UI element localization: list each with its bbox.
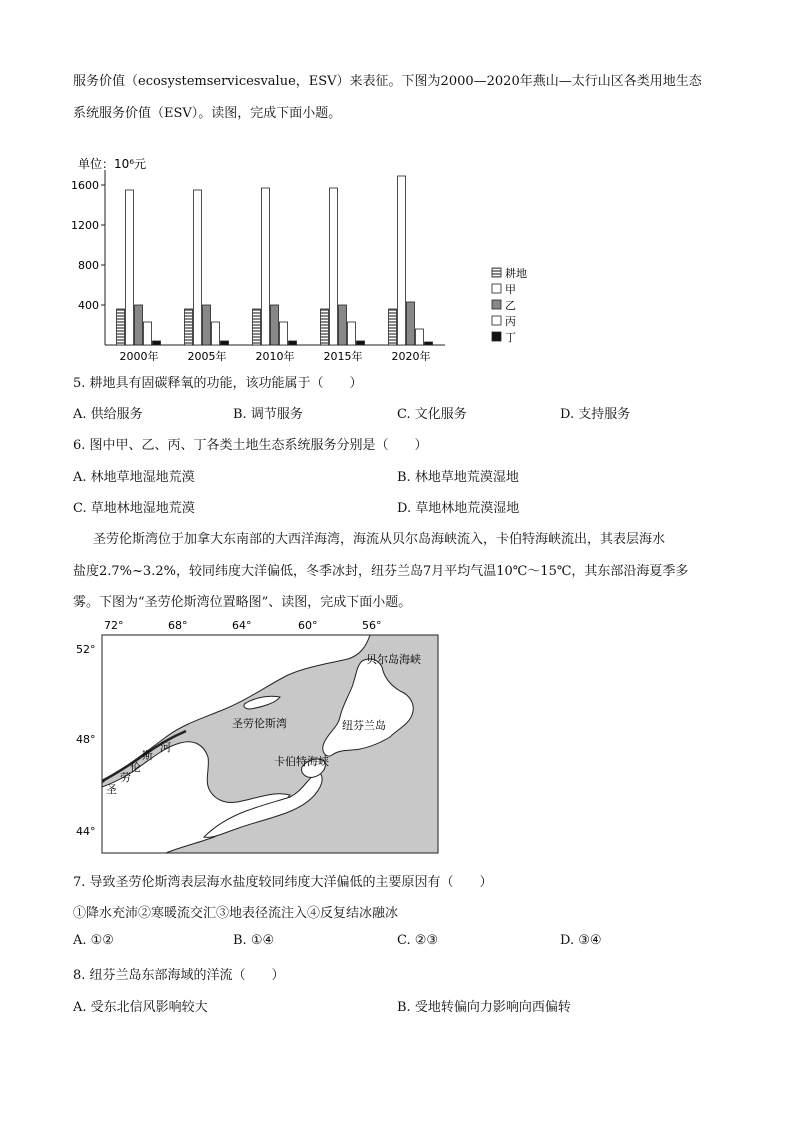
legend-swatch: [492, 268, 501, 277]
q8-stem: 8. 纽芬兰岛东部海域的洋流（ ）: [73, 968, 285, 983]
x-tick-label: 2000年: [119, 350, 159, 363]
x-tick-label: 2005年: [187, 350, 227, 363]
y-tick-label: 1600: [71, 179, 99, 192]
lon-label: 72°: [104, 619, 124, 632]
lat-label: 44°: [76, 825, 96, 838]
q6-option-d[interactable]: D. 草地林地荒漠湿地: [397, 501, 520, 516]
passage-line-1: 圣劳伦斯湾位于加拿大东南部的大西洋海湾，海流从贝尔岛海峡流入，卡伯特海峡流出，其表层海水: [93, 532, 666, 547]
esv-bar-chart: [70, 150, 540, 370]
bar: [262, 188, 270, 345]
legend-swatch: [492, 316, 501, 325]
bar: [153, 341, 161, 345]
bar: [212, 322, 220, 345]
river-label: 斯: [142, 749, 153, 762]
q5-option-a[interactable]: A. 供给服务: [73, 407, 143, 422]
q5-option-d[interactable]: D. 支持服务: [560, 407, 631, 422]
q6-option-c[interactable]: C. 草地林地湿地荒漠: [73, 501, 195, 516]
bar: [144, 322, 152, 345]
y-tick-label: 1200: [71, 219, 99, 232]
q8-option-b[interactable]: B. 受地转偏向力影响向西偏转: [397, 1000, 571, 1015]
q5-stem: 5. 耕地具有固碳释氧的功能，该功能属于（ ）: [73, 376, 363, 391]
bar: [280, 322, 288, 345]
q6-option-a[interactable]: A. 林地草地湿地荒漠: [73, 470, 195, 485]
lon-label: 68°: [168, 619, 188, 632]
legend-swatch: [492, 284, 501, 293]
bar: [416, 329, 424, 345]
lon-label: 64°: [232, 619, 252, 632]
q6-option-b[interactable]: B. 林地草地荒漠湿地: [397, 470, 519, 485]
legend-label: 丙: [505, 315, 516, 328]
x-tick-label: 2015年: [323, 350, 363, 363]
river-label: 伦: [130, 761, 141, 774]
bar: [271, 305, 279, 345]
bar: [221, 341, 229, 345]
x-tick-label: 2020年: [391, 350, 431, 363]
bar: [203, 305, 211, 345]
legend-swatch: [492, 332, 501, 341]
river-label: 圣: [106, 783, 117, 796]
bar: [321, 309, 329, 345]
q6-stem: 6. 图中甲、乙、丙、丁各类土地生态系统服务分别是（ ）: [73, 438, 428, 453]
lon-label: 60°: [298, 619, 318, 632]
legend-label: 甲: [505, 283, 516, 296]
legend-label: 耕地: [505, 267, 527, 280]
bar: [194, 190, 202, 345]
q8-option-a[interactable]: A. 受东北信风影响较大: [73, 1000, 208, 1015]
lon-label: 56°: [362, 619, 382, 632]
bar: [357, 341, 365, 345]
q7-option-d[interactable]: D. ③④: [560, 933, 602, 948]
river-label: 河: [160, 741, 171, 754]
legend-label: 乙: [505, 299, 516, 312]
bar: [398, 176, 406, 345]
bar: [425, 342, 433, 345]
legend-swatch: [492, 300, 501, 309]
st-lawrence-map: [70, 615, 450, 860]
gulf-label: 圣劳伦斯湾: [232, 717, 287, 730]
belle-isle-strait-label: 贝尔岛海峡: [366, 653, 421, 666]
q5-option-b[interactable]: B. 调节服务: [233, 407, 303, 422]
y-tick-label: 400: [78, 299, 99, 312]
q7-stem: 7. 导致圣劳伦斯湾表层海水盐度较同纬度大洋偏低的主要原因有（ ）: [73, 875, 493, 890]
bar: [339, 305, 347, 345]
lat-label: 48°: [76, 733, 96, 746]
x-tick-label: 2010年: [255, 350, 295, 363]
intro-line-1: 服务价值（ecosystemservicesvalue，ESV）来表征。下图为2000—2020年燕山—太行山区各类用地生态: [73, 74, 702, 89]
q7-option-c[interactable]: C. ②③: [397, 933, 439, 948]
bar: [253, 309, 261, 345]
bar: [330, 188, 338, 345]
bar: [185, 309, 193, 345]
river-label: 劳: [120, 771, 131, 784]
q5-option-c[interactable]: C. 文化服务: [397, 407, 467, 422]
bar: [348, 322, 356, 345]
y-tick-label: 800: [78, 259, 99, 272]
passage-line-3: 雾。下图为“圣劳伦斯湾位置略图”、读图，完成下面小题。: [73, 595, 412, 610]
q7-items: ①降水充沛②寒暖流交汇③地表径流注入④反复结冰融冰: [73, 906, 399, 921]
bar: [117, 309, 125, 345]
chart-unit-label: 单位：10⁶元: [78, 157, 147, 171]
bar: [126, 190, 134, 345]
cabot-strait-label: 卡伯特海峡: [274, 755, 329, 768]
bar: [289, 341, 297, 345]
intro-line-2: 系统服务价值（ESV）。读图，完成下面小题。: [73, 106, 342, 121]
bar: [407, 302, 415, 345]
bar: [135, 305, 143, 345]
legend-label: 丁: [505, 331, 516, 344]
bar: [389, 309, 397, 345]
lat-label: 52°: [76, 643, 96, 656]
passage-line-2: 盐度2.7%~3.2%，较同纬度大洋偏低，冬季冰封，纽芬兰岛7月平均气温10℃～15℃，其东部沿海夏季多: [73, 564, 689, 579]
q7-option-a[interactable]: A. ①②: [73, 933, 114, 948]
newfoundland-label: 纽芬兰岛: [342, 719, 386, 732]
q7-option-b[interactable]: B. ①④: [233, 933, 275, 948]
